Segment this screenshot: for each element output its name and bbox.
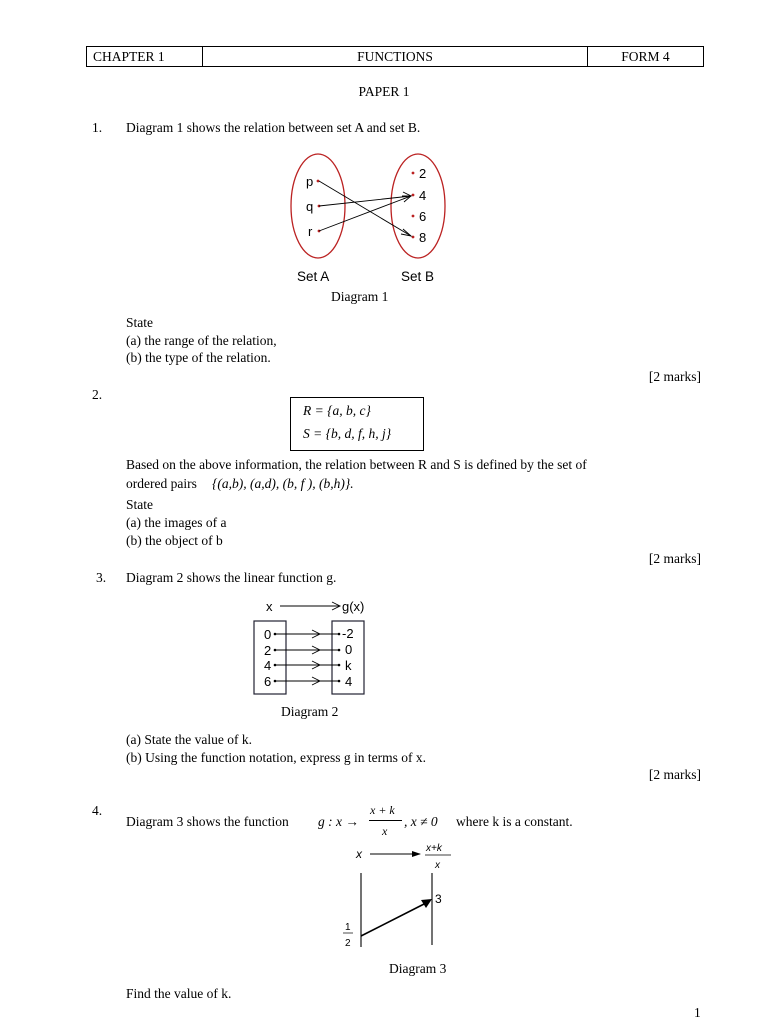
header-chapter: CHAPTER 1 bbox=[87, 47, 203, 66]
domain-element: 0 bbox=[264, 627, 272, 642]
q3-part-a: (a) State the value of k. bbox=[126, 732, 252, 747]
q1-state: State bbox=[126, 315, 153, 330]
q2-part-a: (a) the images of a bbox=[126, 515, 227, 530]
q1-marks: [2 marks] bbox=[648, 369, 701, 384]
q4-text-suffix: where k is a constant. bbox=[456, 814, 573, 829]
page-number: 1 bbox=[694, 1005, 701, 1020]
q4-text-prefix: Diagram 3 shows the function bbox=[126, 814, 289, 829]
set-b-element: 8 bbox=[419, 230, 427, 245]
set-b-element: 2 bbox=[419, 166, 427, 181]
q2-text-prefix: ordered pairs bbox=[126, 476, 197, 491]
q4-number: 4. bbox=[92, 803, 103, 818]
q3-marks: [2 marks] bbox=[648, 767, 701, 782]
domain-element: 6 bbox=[264, 674, 272, 689]
codomain-element: 4 bbox=[345, 674, 353, 689]
q1-text: Diagram 1 shows the relation between set A and set B. bbox=[126, 120, 421, 135]
domain-element: 2 bbox=[264, 643, 272, 658]
q4-find: Find the value of k. bbox=[126, 986, 232, 1001]
q4-map-x: x bbox=[356, 847, 362, 861]
q2-ordered-pairs: {(a,b), (a,d), (b, f ), (b,h)}. bbox=[212, 476, 354, 491]
q4-left-den: 2 bbox=[345, 938, 351, 949]
q4-frac-num: x + k bbox=[370, 803, 395, 817]
q4-right-value: 3 bbox=[435, 892, 442, 906]
q4-map-den: x bbox=[435, 860, 440, 871]
q3-caption: Diagram 2 bbox=[281, 704, 339, 719]
q3-part-b: (b) Using the function notation, express g in terms of x. bbox=[126, 750, 426, 765]
q3-arrow-left: x bbox=[266, 599, 273, 614]
set-a-element: r bbox=[308, 224, 313, 239]
q4-function: g : x → bbox=[318, 814, 359, 829]
q2-number: 2. bbox=[92, 387, 103, 402]
q4-map-num: x+k bbox=[426, 843, 442, 854]
header-form: FORM 4 bbox=[621, 49, 670, 64]
set-b-element: 6 bbox=[419, 209, 427, 224]
q2-part-b: (b) the object of b bbox=[126, 533, 223, 548]
paper-title: PAPER 1 bbox=[358, 84, 410, 99]
set-a-label: Set A bbox=[297, 269, 330, 284]
q2-marks: [2 marks] bbox=[648, 551, 701, 566]
q4-frac-den: x bbox=[382, 824, 388, 838]
domain-element: 4 bbox=[264, 658, 272, 673]
set-a-element: q bbox=[306, 199, 314, 214]
q3-text: Diagram 2 shows the linear function g. bbox=[126, 570, 337, 585]
q2-set-s: S = {b, d, f, h, j} bbox=[303, 426, 392, 441]
q2-set-r: R = {a, b, c} bbox=[303, 403, 371, 418]
q3-arrow-right: g(x) bbox=[342, 599, 365, 614]
set-b-element: 4 bbox=[419, 188, 427, 203]
header-topic: FUNCTIONS bbox=[203, 47, 588, 66]
q4-caption: Diagram 3 bbox=[389, 961, 447, 976]
q4-condition: , x ≠ 0 bbox=[404, 814, 438, 829]
codomain-element: -2 bbox=[342, 626, 354, 641]
q1-number: 1. bbox=[92, 120, 103, 135]
set-a-element: p bbox=[306, 174, 314, 189]
q1-part-a: (a) the range of the relation, bbox=[126, 333, 277, 348]
q2-state: State bbox=[126, 497, 153, 512]
q2-text-line1: Based on the above information, the relation between R and S is defined by the set of bbox=[126, 457, 587, 472]
q1-part-b: (b) the type of the relation. bbox=[126, 350, 271, 365]
q4-left-num: 1 bbox=[345, 922, 351, 933]
codomain-element: 0 bbox=[345, 642, 353, 657]
q3-number: 3. bbox=[96, 570, 107, 585]
set-b-label: Set B bbox=[401, 269, 435, 284]
q1-caption: Diagram 1 bbox=[331, 289, 389, 304]
codomain-element: k bbox=[345, 658, 352, 673]
